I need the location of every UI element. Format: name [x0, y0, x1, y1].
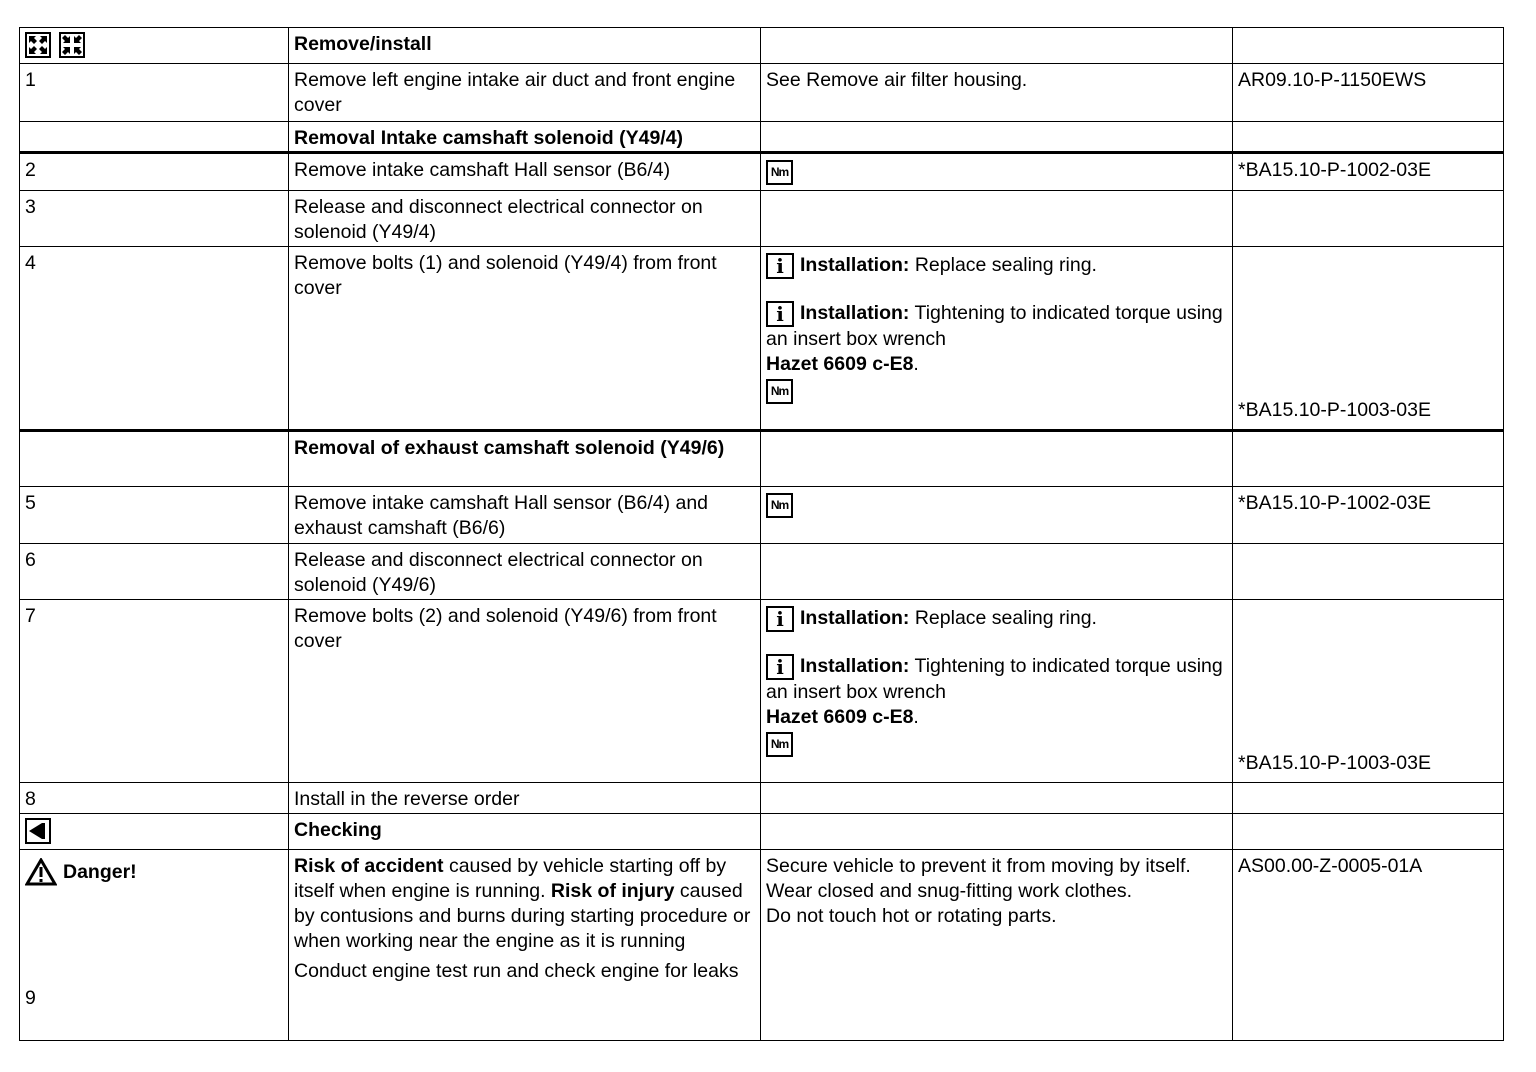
step-number: 2 [25, 159, 36, 181]
torque-nm-icon[interactable]: Nm [766, 732, 793, 757]
torque-nm-icon[interactable]: Nm [766, 379, 793, 404]
step-number: 8 [25, 788, 36, 810]
step-action: Release and disconnect electrical connector on solenoid (Y49/6) [294, 549, 703, 596]
note-label: Installation: [800, 254, 910, 276]
info-icon[interactable]: i [766, 253, 794, 279]
step-action: Remove intake camshaft Hall sensor (B6/4) [294, 159, 671, 181]
step-number: 1 [25, 69, 36, 91]
step-row [20, 600, 1504, 783]
info-icon[interactable]: i [766, 654, 794, 680]
note-text: Replace sealing ring. [914, 254, 1097, 276]
procedure-table [19, 27, 1504, 1041]
section-heading-row [20, 431, 1504, 487]
notes-cell [761, 544, 1233, 600]
warning-triangle-icon [25, 858, 57, 886]
torque-nm-icon[interactable]: Nm [766, 493, 793, 518]
step-number: 6 [25, 549, 36, 571]
note-label: Installation: [800, 302, 910, 324]
view-icons-cell [20, 28, 289, 64]
danger-label: Danger! [63, 860, 137, 883]
collapse-icon[interactable] [59, 32, 85, 58]
section-heading: Removal of exhaust camshaft solenoid (Y49/6) [294, 437, 725, 459]
note-label: Installation: [800, 607, 910, 629]
expand-icon[interactable] [25, 32, 51, 58]
step-number: 7 [25, 605, 36, 627]
notes-cell [761, 783, 1233, 814]
notes-cell [761, 64, 1233, 122]
safety-note: Wear closed and snug-fitting work clothes. [766, 880, 1132, 902]
step-row [20, 544, 1504, 600]
section-heading: Checking [294, 819, 382, 841]
tool-name: Hazet 6609 c-E8 [766, 353, 914, 375]
step-number: 3 [25, 196, 36, 218]
checking-row [20, 814, 1504, 850]
step-number: 4 [25, 252, 36, 274]
section-title: Remove/install [294, 33, 432, 55]
section-heading-row [20, 122, 1504, 153]
header-row [20, 28, 1504, 64]
notes-cell [761, 247, 1233, 431]
punctuation: . [913, 353, 919, 375]
step-row [20, 153, 1504, 191]
document-reference-link[interactable]: *BA15.10-P-1003-03E [1238, 752, 1431, 774]
section-heading: Removal Intake camshaft solenoid (Y49/4) [294, 127, 684, 149]
step-number: 5 [25, 492, 36, 514]
step-row [20, 487, 1504, 544]
safety-note: Do not touch hot or rotating parts. [766, 905, 1057, 927]
danger-description: Risk of accident caused by vehicle starting off by itself when engine is running. Risk of injury caused by contusions and burns during starting procedure or when working near the engine as it is running [294, 855, 751, 952]
back-icon[interactable] [25, 818, 51, 844]
step-number: 9 [25, 987, 36, 1009]
document-reference-link[interactable]: *BA15.10-P-1002-03E [1238, 492, 1431, 514]
note-text: Tightening to indicated torque using an insert box wrench [766, 302, 1223, 350]
step-action: Remove bolts (1) and solenoid (Y49/4) from front cover [294, 252, 717, 299]
note-text: See Remove air filter housing. [766, 69, 1028, 91]
step-row [20, 64, 1504, 122]
notes-cell [761, 153, 1233, 191]
document-reference-link[interactable]: *BA15.10-P-1002-03E [1238, 159, 1431, 181]
info-icon[interactable]: i [766, 606, 794, 632]
note-text: Replace sealing ring. [914, 607, 1097, 629]
info-icon[interactable]: i [766, 301, 794, 327]
step-action: Release and disconnect electrical connector on solenoid (Y49/4) [294, 196, 703, 243]
notes-cell [761, 487, 1233, 544]
step-action: Remove left engine intake air duct and front engine cover [294, 69, 736, 116]
tool-name: Hazet 6609 c-E8 [766, 706, 914, 728]
punctuation: . [913, 706, 919, 728]
step-action: Install in the reverse order [294, 788, 520, 810]
danger-row [20, 850, 1504, 1041]
safety-note: Secure vehicle to prevent it from moving by itself. [766, 855, 1191, 877]
notes-cell [761, 191, 1233, 247]
torque-nm-icon[interactable]: Nm [766, 160, 793, 185]
note-label: Installation: [800, 655, 910, 677]
notes-cell [761, 600, 1233, 783]
step-action: Remove bolts (2) and solenoid (Y49/6) from front cover [294, 605, 717, 652]
document-reference-link[interactable]: AS00.00-Z-0005-01A [1238, 855, 1423, 877]
document-reference-link[interactable]: AR09.10-P-1150EWS [1238, 69, 1427, 91]
step-action: Remove intake camshaft Hall sensor (B6/4) and exhaust camshaft (B6/6) [294, 492, 709, 539]
note-text: Tightening to indicated torque using an insert box wrench [766, 655, 1223, 703]
step-action: Conduct engine test run and check engine for leaks [294, 960, 739, 982]
step-row [20, 191, 1504, 247]
step-row [20, 783, 1504, 814]
document-reference-link[interactable]: *BA15.10-P-1003-03E [1238, 399, 1431, 421]
step-row [20, 247, 1504, 431]
